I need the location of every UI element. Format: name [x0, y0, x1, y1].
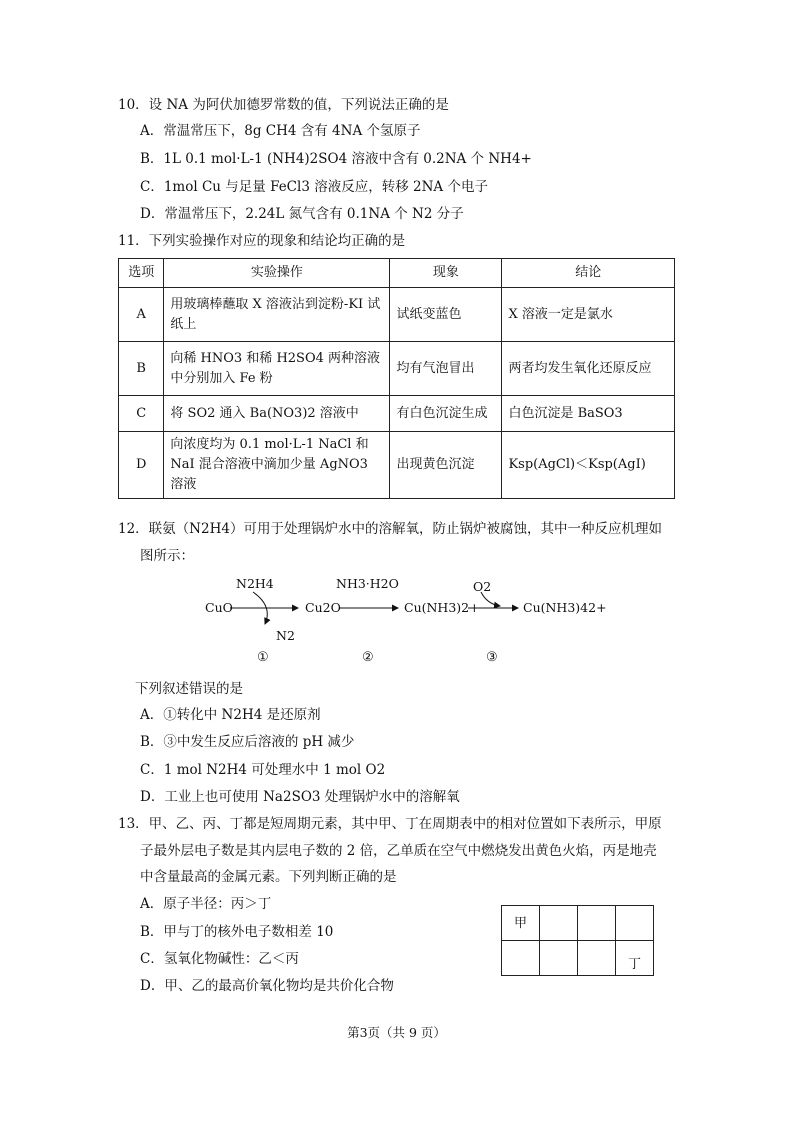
row-phenomenon: 有白色沉淀生成	[390, 396, 502, 432]
row-phenomenon: 出现黄色沉淀	[390, 432, 502, 499]
table-row	[119, 396, 675, 432]
reagent-n2h4: N2H4	[236, 576, 274, 591]
q10-option-b: B．1L 0.1 mol·L-1 (NH4)2SO4 溶液中含有 0.2NA 个 NH4+	[140, 151, 532, 167]
species-cuo: CuO	[205, 600, 233, 615]
q13-stem-line1: 13．甲、乙、丙、丁都是短周期元素，其中甲、丁在周期表中的相对位置如下表所示，甲原	[118, 816, 662, 832]
row-operation: 用玻璃棒蘸取 X 溶液沾到淀粉-KI 试纸上	[164, 288, 390, 342]
grid-label-jia: 甲	[514, 916, 528, 931]
q12-option-d: D．工业上也可使用 Na2SO3 处理锅炉水中的溶解氧	[140, 789, 460, 805]
q13-option-c: C．氢氧化物碱性：乙＜丙	[140, 951, 299, 967]
table-row	[119, 432, 675, 499]
row-conclusion: 白色沉淀是 BaSO3	[502, 396, 675, 432]
page-footer: 第3页（共 9 页）	[347, 1025, 446, 1040]
q13-stem-line2: 子最外层电子数是其内层电子数的 2 倍，乙单质在空气中燃烧发出黄色火焰，丙是地壳	[140, 843, 657, 859]
q12-option-c: C．1 mol N2H4 可处理水中 1 mol O2	[140, 762, 386, 778]
q12-stem-line1: 12．联氨（N2H4）可用于处理锅炉水中的溶解氧，防止锅炉被腐蚀，其中一种反应机理如	[118, 521, 662, 537]
q12-option-b: B．③中发生反应后溶液的 pH 减少	[140, 734, 355, 750]
step-label-2: ②	[362, 650, 374, 665]
grid-cell	[502, 906, 540, 941]
grid-cell	[616, 906, 654, 941]
q10-option-c: C．1mol Cu 与足量 FeCl3 溶液反应，转移 2NA 个电子	[140, 179, 488, 195]
q13-option-a: A．原子半径：丙＞丁	[140, 896, 272, 912]
species-cu-nh3-2: Cu(NH3)2+	[404, 600, 480, 615]
species-cu2o: Cu2O	[305, 600, 341, 615]
q13-option-d: D．甲、乙的最高价氧化物均是共价化合物	[140, 978, 394, 994]
row-option: B	[119, 342, 164, 396]
q10-stem: 10．设 NA 为阿伏加德罗常数的值，下列说法正确的是	[118, 97, 449, 113]
q11-header-option: 选项	[119, 259, 164, 288]
q11-header-conclusion: 结论	[502, 259, 675, 288]
q13-stem-line3: 中含量最高的金属元素。下列判断正确的是	[140, 869, 397, 885]
row-phenomenon: 均有气泡冒出	[390, 342, 502, 396]
q12-option-a: A．①转化中 N2H4 是还原剂	[140, 707, 321, 723]
q11-header-operation: 实验操作	[164, 259, 390, 288]
periodic-table-grid	[501, 905, 654, 976]
step-label-3: ③	[486, 650, 498, 665]
grid-cell	[540, 941, 578, 976]
species-cu-nh3-4: Cu(NH3)42+	[523, 600, 607, 615]
row-option: A	[119, 288, 164, 342]
row-conclusion: 两者均发生氧化还原反应	[502, 342, 675, 396]
row-operation: 向浓度均为 0.1 mol·L-1 NaCl 和 NaI 混合溶液中滴加少量 AgNO3 溶液	[164, 432, 390, 499]
q11-header-phenomenon: 现象	[390, 259, 502, 288]
table-row	[119, 288, 675, 342]
table-row	[119, 342, 675, 396]
row-phenomenon: 试纸变蓝色	[390, 288, 502, 342]
row-option: D	[119, 432, 164, 499]
grid-cell	[616, 941, 654, 976]
q11-stem: 11．下列实验操作对应的现象和结论均正确的是	[118, 233, 406, 249]
grid-label-ding: 丁	[628, 957, 642, 972]
q12-stem-line2: 图所示：	[140, 548, 194, 564]
product-n2: N2	[276, 628, 295, 643]
grid-cell	[578, 906, 616, 941]
row-operation: 将 SO2 通入 Ba(NO3)2 溶液中	[164, 396, 390, 432]
curved-arrow-step-3	[481, 592, 500, 606]
q10-option-d: D．常温常压下，2.24L 氮气含有 0.1NA 个 N2 分子	[140, 206, 464, 222]
row-conclusion: Ksp(AgCl)＜Ksp(AgI)	[502, 432, 675, 499]
grid-cell	[540, 906, 578, 941]
q11-table	[118, 258, 675, 499]
reagent-nh3-h2o: NH3·H2O	[336, 576, 399, 591]
reagent-o2: O2	[473, 579, 492, 594]
step-label-1: ①	[257, 650, 269, 665]
q12-prompt: 下列叙述错误的是	[135, 681, 243, 697]
grid-cell	[578, 941, 616, 976]
q11-header-row	[119, 259, 675, 288]
grid-cell	[502, 941, 540, 976]
q13-option-b: B．甲与丁的核外电子数相差 10	[140, 924, 334, 940]
row-conclusion: X 溶液一定是氯水	[502, 288, 675, 342]
row-operation: 向稀 HNO3 和稀 H2SO4 两种溶液中分别加入 Fe 粉	[164, 342, 390, 396]
row-option: C	[119, 396, 164, 432]
q10-option-a: A．常温常压下，8g CH4 含有 4NA 个氢原子	[140, 123, 421, 139]
